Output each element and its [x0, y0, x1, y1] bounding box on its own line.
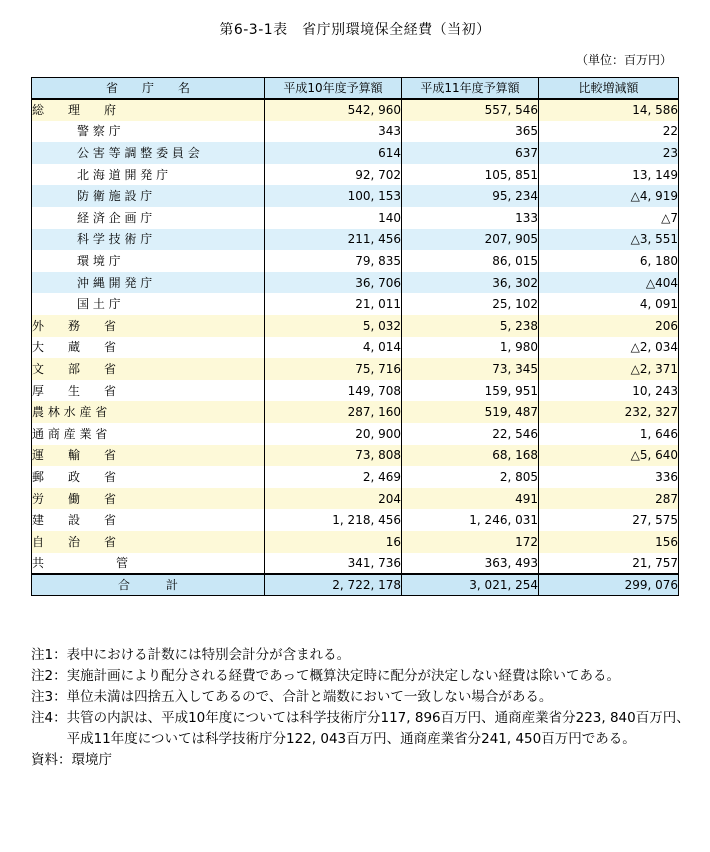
table-row [32, 445, 679, 467]
table-row [32, 358, 679, 380]
ministry-name: 外 務 省 [32, 315, 265, 337]
table-title: 第6-3-1表 省庁別環境保全経費（当初） [219, 22, 491, 38]
h11-budget: 172 [402, 531, 539, 553]
total-row [32, 574, 679, 596]
h10-budget: 16 [265, 531, 402, 553]
h10-budget: 21, 011 [265, 293, 402, 315]
ministry-name: 防 衛 施 設 庁 [32, 185, 265, 207]
h11-budget: 1, 980 [402, 337, 539, 359]
note-text: 実施計画により配分される経費であって概算決定時に配分が決定しない経費は除いてある。 [66, 668, 620, 684]
header-h10-budget: 平成10年度予算額 [265, 78, 402, 100]
h11-budget: 22, 546 [402, 423, 539, 445]
ministry-name: 郵 政 省 [32, 466, 265, 488]
ministry-name: 公 害 等 調 整 委 員 会 [32, 142, 265, 164]
total-label: 合 計 [32, 574, 265, 596]
h10-budget: 36, 706 [265, 272, 402, 294]
note-item [31, 708, 691, 750]
header-ministry: 省 庁 名 [32, 78, 265, 100]
h11-budget: 86, 015 [402, 250, 539, 272]
difference: 232, 327 [539, 401, 679, 423]
table-row [32, 250, 679, 272]
difference: 6, 180 [539, 250, 679, 272]
ministry-name: 農 林 水 産 省 [32, 401, 265, 423]
table-row [32, 553, 679, 575]
difference: 287 [539, 488, 679, 510]
difference: △404 [539, 272, 679, 294]
table-row [32, 207, 679, 229]
h10-budget: 211, 456 [265, 229, 402, 251]
difference: △2, 034 [539, 337, 679, 359]
h10-budget: 204 [265, 488, 402, 510]
h11-budget: 73, 345 [402, 358, 539, 380]
ministry-name: 警 察 庁 [32, 121, 265, 143]
note-label: 注3： [31, 689, 67, 705]
difference: 206 [539, 315, 679, 337]
h10-budget: 614 [265, 142, 402, 164]
difference: 10, 243 [539, 380, 679, 402]
ministry-name: 沖 縄 開 発 庁 [32, 272, 265, 294]
h10-budget: 140 [265, 207, 402, 229]
h11-budget: 2, 805 [402, 466, 539, 488]
h10-budget: 5, 032 [265, 315, 402, 337]
h11-budget: 557, 546 [402, 99, 539, 121]
table-row [32, 401, 679, 423]
note-label: 注4： [31, 710, 67, 726]
h10-budget: 287, 160 [265, 401, 402, 423]
note-item [31, 645, 691, 666]
unit-label: （単位：百万円） [575, 53, 672, 67]
table-row [32, 164, 679, 186]
difference: 156 [539, 531, 679, 553]
header-h11-budget: 平成11年度予算額 [402, 78, 539, 100]
h10-budget: 20, 900 [265, 423, 402, 445]
table-row [32, 466, 679, 488]
difference: 27, 575 [539, 509, 679, 531]
h11-budget: 133 [402, 207, 539, 229]
h11-budget: 95, 234 [402, 185, 539, 207]
h11-budget: 36, 302 [402, 272, 539, 294]
h10-budget: 2, 469 [265, 466, 402, 488]
difference: △4, 919 [539, 185, 679, 207]
note-text: 環境庁 [71, 752, 112, 768]
note-text: 共管の内訳は、平成10年度については科学技術庁分117, 896百万円、通商産業省分223, 840百万円、平成11年度については科学技術庁分122, 043百万円、通商産業省分241, 450百万円である。 [66, 710, 690, 747]
difference: 23 [539, 142, 679, 164]
ministry-name: 厚 生 省 [32, 380, 265, 402]
h11-budget: 5, 238 [402, 315, 539, 337]
h10-budget: 343 [265, 121, 402, 143]
table-row [32, 99, 679, 121]
h10-budget: 341, 736 [265, 553, 402, 575]
table-row [32, 380, 679, 402]
note-label: 注1： [31, 647, 67, 663]
note-text: 単位未満は四捨五入してあるので、合計と端数において一致しない場合がある。 [66, 689, 553, 705]
ministry-name: 自 治 省 [32, 531, 265, 553]
table-row [32, 293, 679, 315]
h10-budget: 100, 153 [265, 185, 402, 207]
difference: 13, 149 [539, 164, 679, 186]
difference: 21, 757 [539, 553, 679, 575]
difference: 4, 091 [539, 293, 679, 315]
ministry-name: 総 理 府 [32, 99, 265, 121]
h11-budget: 207, 905 [402, 229, 539, 251]
difference: △2, 371 [539, 358, 679, 380]
h10-budget: 92, 702 [265, 164, 402, 186]
total-h10: 2, 722, 178 [265, 574, 402, 596]
table-row [32, 185, 679, 207]
h11-budget: 1, 246, 031 [402, 509, 539, 531]
header-difference: 比較増減額 [539, 78, 679, 100]
ministry-name: 労 働 省 [32, 488, 265, 510]
table-row [32, 509, 679, 531]
h10-budget: 1, 218, 456 [265, 509, 402, 531]
table-row [32, 337, 679, 359]
ministry-name: 経 済 企 画 庁 [32, 207, 265, 229]
table-row [32, 531, 679, 553]
note-label: 注2： [31, 668, 67, 684]
ministry-name: 北 海 道 開 発 庁 [32, 164, 265, 186]
h10-budget: 79, 835 [265, 250, 402, 272]
h11-budget: 365 [402, 121, 539, 143]
ministry-name: 文 部 省 [32, 358, 265, 380]
h10-budget: 542, 960 [265, 99, 402, 121]
ministry-name: 運 輸 省 [32, 445, 265, 467]
note-text: 表中における計数には特別会計分が含まれる。 [66, 647, 351, 663]
ministry-name: 国 土 庁 [32, 293, 265, 315]
note-label: 資料： [31, 752, 72, 768]
ministry-name: 建 設 省 [32, 509, 265, 531]
ministry-name: 通 商 産 業 省 [32, 423, 265, 445]
difference: 1, 646 [539, 423, 679, 445]
table-row [32, 121, 679, 143]
difference: △5, 640 [539, 445, 679, 467]
h11-budget: 519, 487 [402, 401, 539, 423]
table-row [32, 272, 679, 294]
table-row [32, 423, 679, 445]
notes-section [31, 645, 691, 771]
ministry-name: 共 管 [32, 553, 265, 575]
h11-budget: 25, 102 [402, 293, 539, 315]
table-row [32, 229, 679, 251]
difference: 336 [539, 466, 679, 488]
difference: △7 [539, 207, 679, 229]
note-item [31, 666, 691, 687]
h11-budget: 637 [402, 142, 539, 164]
ministry-name: 科 学 技 術 庁 [32, 229, 265, 251]
ministry-name: 大 蔵 省 [32, 337, 265, 359]
h10-budget: 149, 708 [265, 380, 402, 402]
h10-budget: 4, 014 [265, 337, 402, 359]
difference: 22 [539, 121, 679, 143]
difference: △3, 551 [539, 229, 679, 251]
difference: 14, 586 [539, 99, 679, 121]
note-item [31, 750, 691, 771]
h10-budget: 75, 716 [265, 358, 402, 380]
ministry-name: 環 境 庁 [32, 250, 265, 272]
total-diff: 299, 076 [539, 574, 679, 596]
h10-budget: 73, 808 [265, 445, 402, 467]
note-item [31, 687, 691, 708]
budget-table [31, 77, 679, 596]
header-row [32, 78, 679, 100]
table-row [32, 488, 679, 510]
table-row [32, 142, 679, 164]
h11-budget: 105, 851 [402, 164, 539, 186]
total-h11: 3, 021, 254 [402, 574, 539, 596]
table-row [32, 315, 679, 337]
h11-budget: 491 [402, 488, 539, 510]
h11-budget: 159, 951 [402, 380, 539, 402]
h11-budget: 68, 168 [402, 445, 539, 467]
h11-budget: 363, 493 [402, 553, 539, 575]
